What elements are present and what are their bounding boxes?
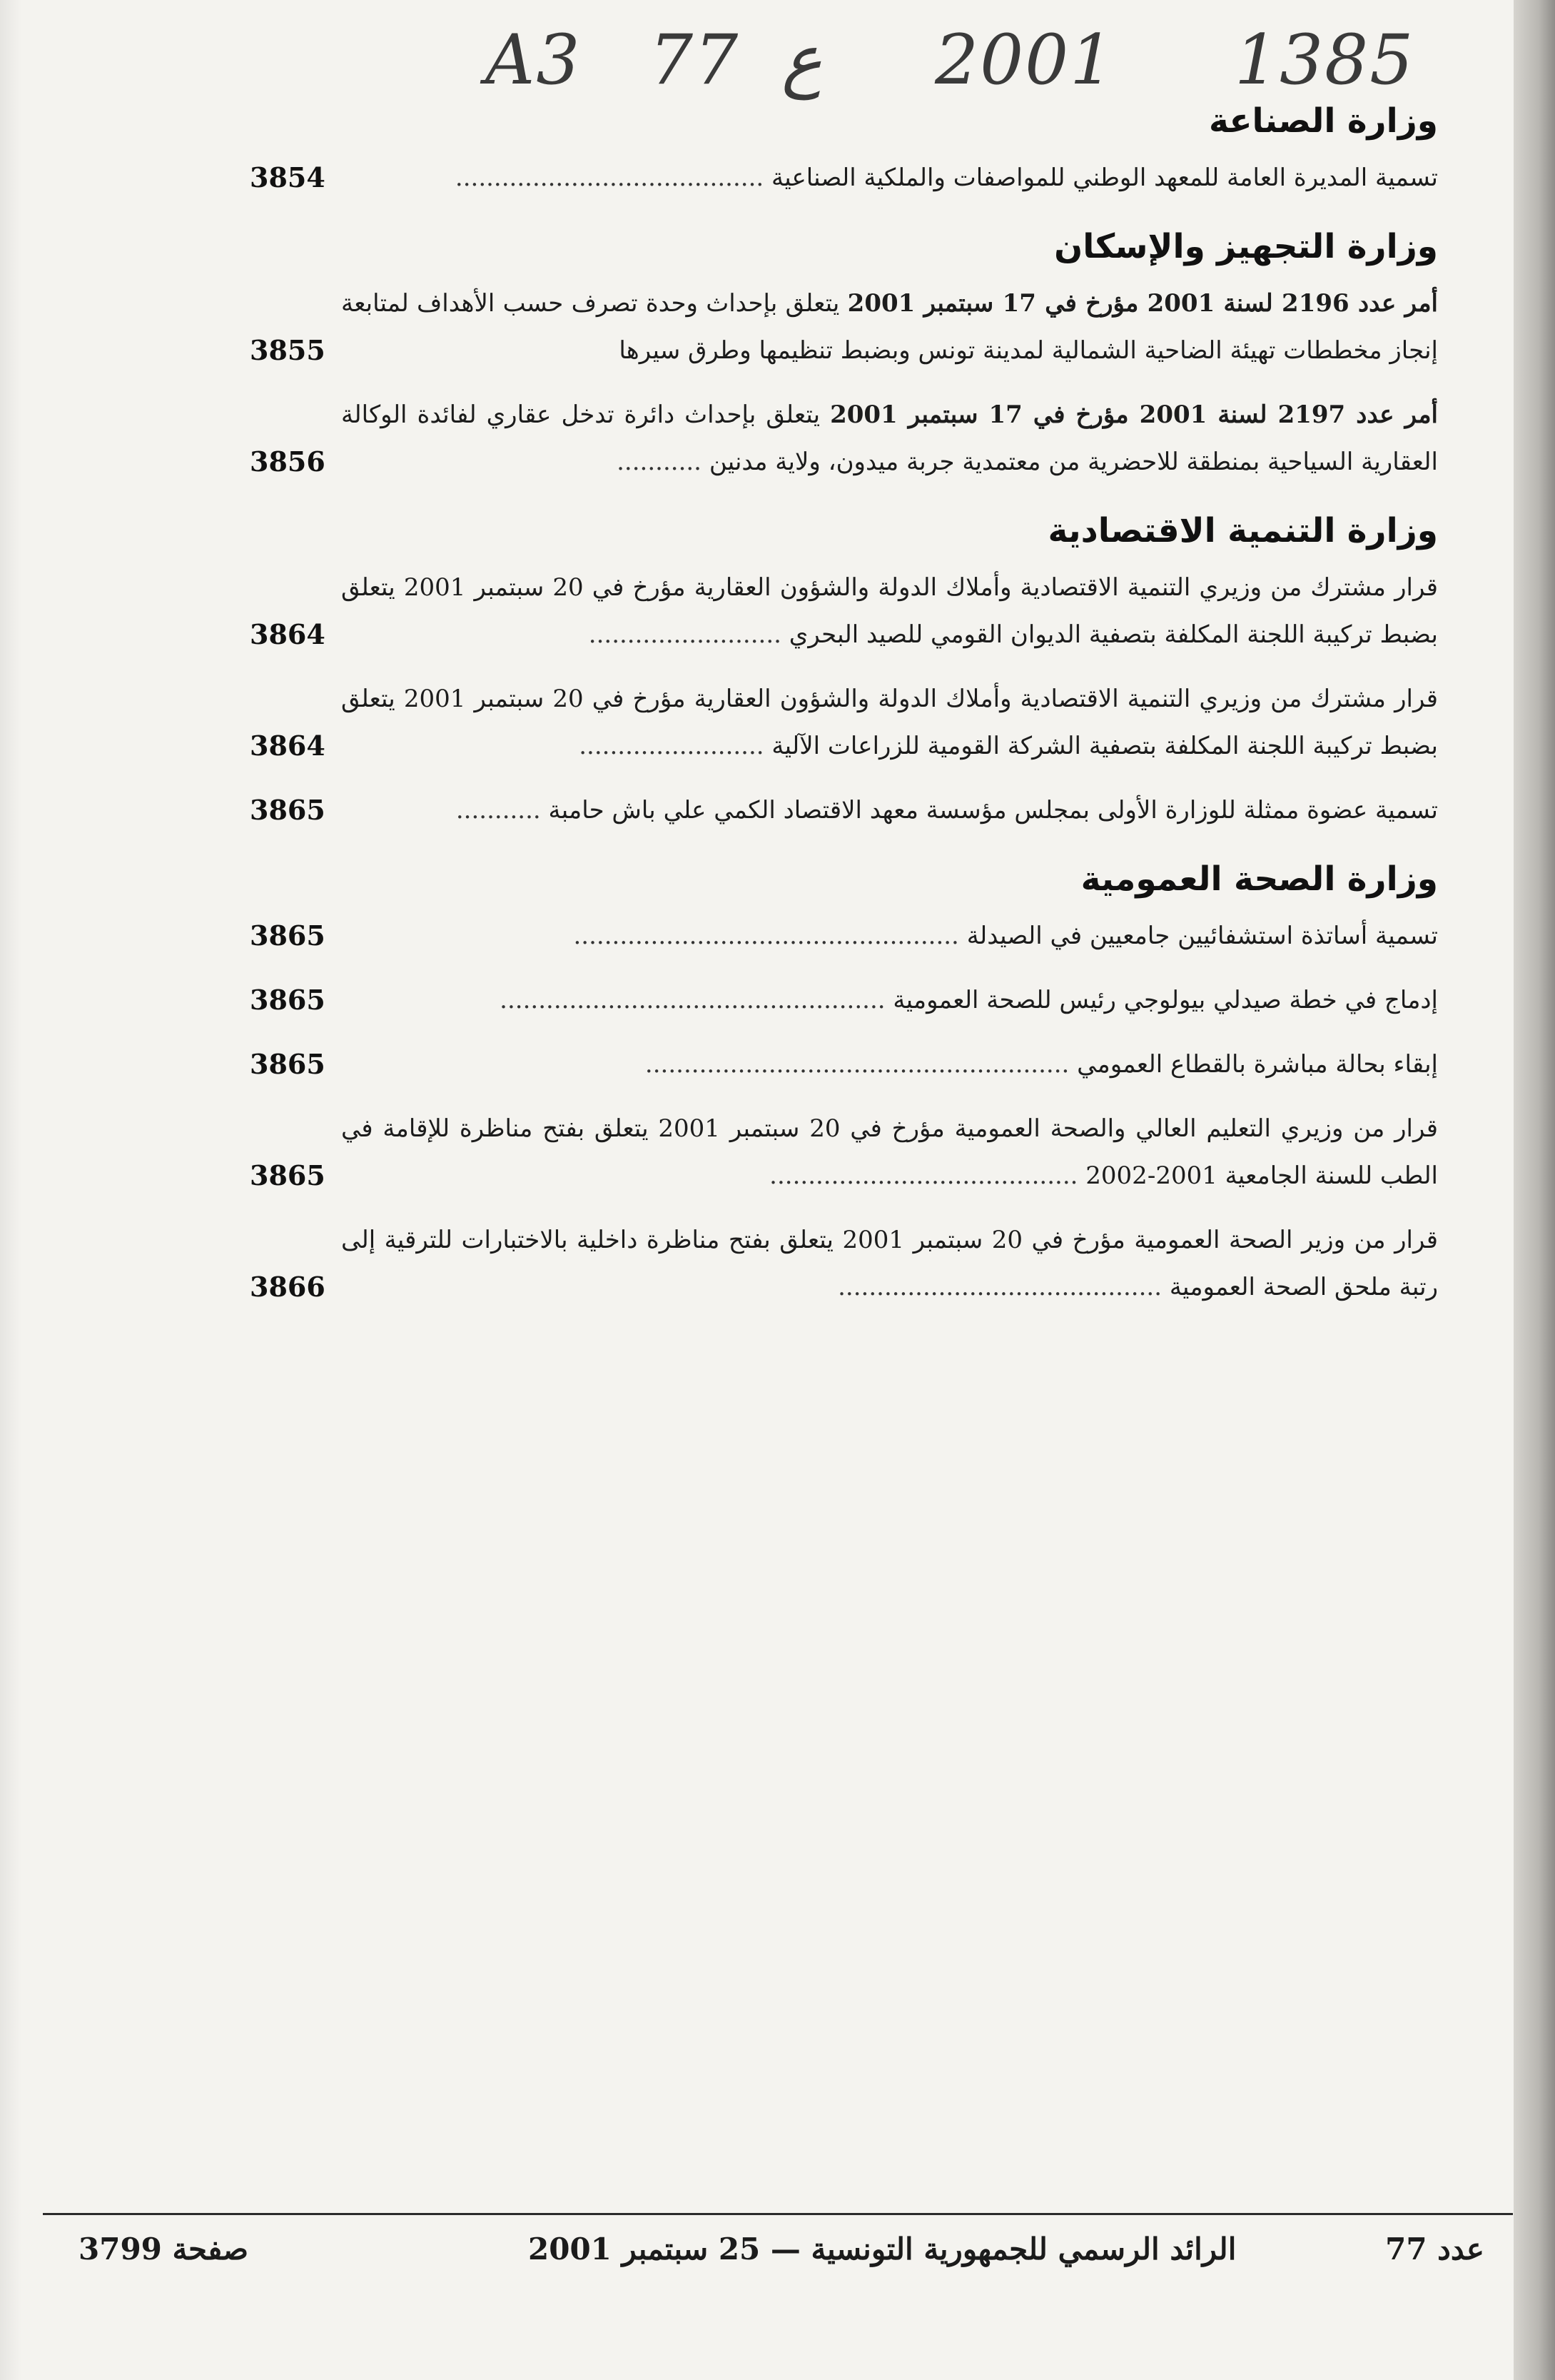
page-number: 3865: [250, 794, 325, 826]
leader-dots: ........................: [579, 732, 764, 760]
page-number: 3865: [250, 1159, 325, 1191]
entry-description: قرار مشترك من وزيري التنمية الاقتصادية وأملاك الدولة والشؤون العقارية مؤرخ في 20 سبتمبر 2001 يتعلق بضبط تركيبة اللجنة المكلفة بتصفية الشركة القومية للزراعات الآلية: [341, 685, 1438, 760]
handwritten-mark: 1385: [1235, 20, 1415, 100]
entry-description: تسمية عضوة ممثلة للوزارة الأولى بمجلس مؤسسة معهد الاقتصاد الكمي علي باش حامبة: [548, 796, 1438, 825]
leader-dots: ..................................................: [573, 922, 959, 950]
page-gutter-shadow: [0, 0, 21, 2380]
ministry-section-equipment: [250, 218, 1438, 485]
leader-dots: ...........: [617, 448, 701, 476]
entry-text: [328, 977, 1438, 1024]
handwritten-mark: 2001: [935, 20, 1115, 100]
ministry-section-public-health: [250, 851, 1438, 1311]
entry-text: [328, 1041, 1438, 1088]
decree-reference: أمر عدد 2196 لسنة 2001 مؤرخ في 17 سبتمبر 2001: [847, 289, 1438, 318]
page-number: 3866: [250, 1271, 325, 1303]
toc-entry: [250, 1041, 1438, 1088]
entry-text: [328, 675, 1438, 770]
ministry-heading: وزارة التنمية الاقتصادية: [1048, 511, 1438, 550]
toc-entry: [250, 154, 1438, 201]
entry-description: تسمية أساتذة استشفائيين جامعيين في الصيدلة: [966, 922, 1438, 950]
entry-description: إدماج في خطة صيدلي بيولوجي رئيس للصحة العمومية: [893, 986, 1438, 1014]
toc-entry: [250, 564, 1438, 658]
handwritten-mark: ع: [781, 20, 823, 100]
page-footer: [43, 2213, 1527, 2270]
entry-description: قرار من وزيري التعليم العالي والصحة العمومية مؤرخ في 20 سبتمبر 2001 يتعلق بفتح مناظرة للإقامة في الطب للسنة الجامعية 2001-2002: [341, 1114, 1438, 1190]
entry-description: قرار من وزير الصحة العمومية مؤرخ في 20 سبتمبر 2001 يتعلق بفتح مناظرة داخلية بالاختبارات للترقية إلى رتبة ملحق الصحة العمومية: [341, 1226, 1439, 1301]
toc-entry: [250, 977, 1438, 1024]
page-number: 3865: [250, 984, 325, 1016]
toc-entry: [250, 912, 1438, 959]
page-number: 3856: [250, 445, 325, 478]
leader-dots: ...........: [455, 796, 541, 825]
entry-description: تسمية المديرة العامة للمعهد الوطني للمواصفات والملكية الصناعية: [771, 163, 1438, 192]
entry-description: إبقاء بحالة مباشرة بالقطاع العمومي: [1077, 1050, 1438, 1079]
entry-text: [328, 154, 1438, 201]
entry-text: [328, 280, 1438, 374]
page-number: 3865: [250, 1048, 325, 1080]
leader-dots: .......................................................: [644, 1050, 1070, 1079]
entry-text: [328, 912, 1438, 959]
leader-dots: .........................: [588, 620, 781, 649]
toc-entry: [250, 391, 1438, 485]
entry-text: [328, 391, 1438, 485]
toc-entry: [250, 787, 1438, 834]
page-number: 3864: [250, 618, 325, 650]
adjacent-page-edge: [1514, 0, 1555, 2380]
decree-reference: أمر عدد 2197 لسنة 2001 مؤرخ في 17 سبتمبر 2001: [830, 400, 1438, 429]
footer-page-number: صفحة 3799: [78, 2232, 249, 2266]
leader-dots: ..........................................: [838, 1273, 1163, 1301]
ministry-heading: وزارة التجهيز والإسكان: [1054, 227, 1438, 266]
toc-entry: [250, 675, 1438, 770]
page-number: 3864: [250, 730, 325, 762]
entry-text: [328, 564, 1438, 658]
toc-entry: [250, 1105, 1438, 1199]
toc-entry: [250, 280, 1438, 374]
entry-description: يتعلق بإحداث دائرة تدخل عقاري لفائدة الوكالة العقارية السياحية بمنطقة للاحضرية من معتمدية جربة ميدون، ولاية مدنين: [341, 400, 1438, 476]
footer-issue-number: عدد 77: [1385, 2232, 1484, 2266]
entry-description: يتعلق بإحداث وحدة تصرف حسب الأهداف لمتابعة إنجاز مخططات تهيئة الضاحية الشمالية لمدينة تونس وبضبط تنظيمها وطرق سيرها: [341, 289, 1438, 365]
leader-dots: ........................................: [455, 163, 764, 192]
entry-description: قرار مشترك من وزيري التنمية الاقتصادية وأملاك الدولة والشؤون العقارية مؤرخ في 20 سبتمبر 2001 يتعلق بضبط تركيبة اللجنة المكلفة بتصفية الديوان القومي للصيد البحري: [341, 573, 1438, 649]
toc-entry: [250, 1216, 1438, 1311]
handwritten-mark: 77: [649, 20, 740, 100]
page-number: 3865: [250, 919, 325, 952]
footer-rule: [43, 2213, 1513, 2215]
ministry-section-industry: [250, 93, 1438, 201]
footer-journal-title: الرائد الرسمي للجمهورية التونسية — 25 سبتمبر 2001: [528, 2232, 1237, 2266]
ministry-section-economic-development: [250, 503, 1438, 834]
entry-text: [328, 787, 1438, 834]
handwritten-mark: A3: [485, 20, 582, 100]
leader-dots: ........................................: [769, 1161, 1078, 1190]
page-number: 3854: [250, 161, 325, 193]
entry-text: [328, 1105, 1438, 1199]
entry-text: [328, 1216, 1438, 1311]
ministry-heading: وزارة الصناعة: [1208, 101, 1438, 141]
page-number: 3855: [250, 334, 325, 366]
ministry-heading: وزارة الصحة العمومية: [1080, 859, 1438, 899]
table-of-contents: [250, 93, 1438, 1328]
leader-dots: ..................................................: [500, 986, 886, 1014]
